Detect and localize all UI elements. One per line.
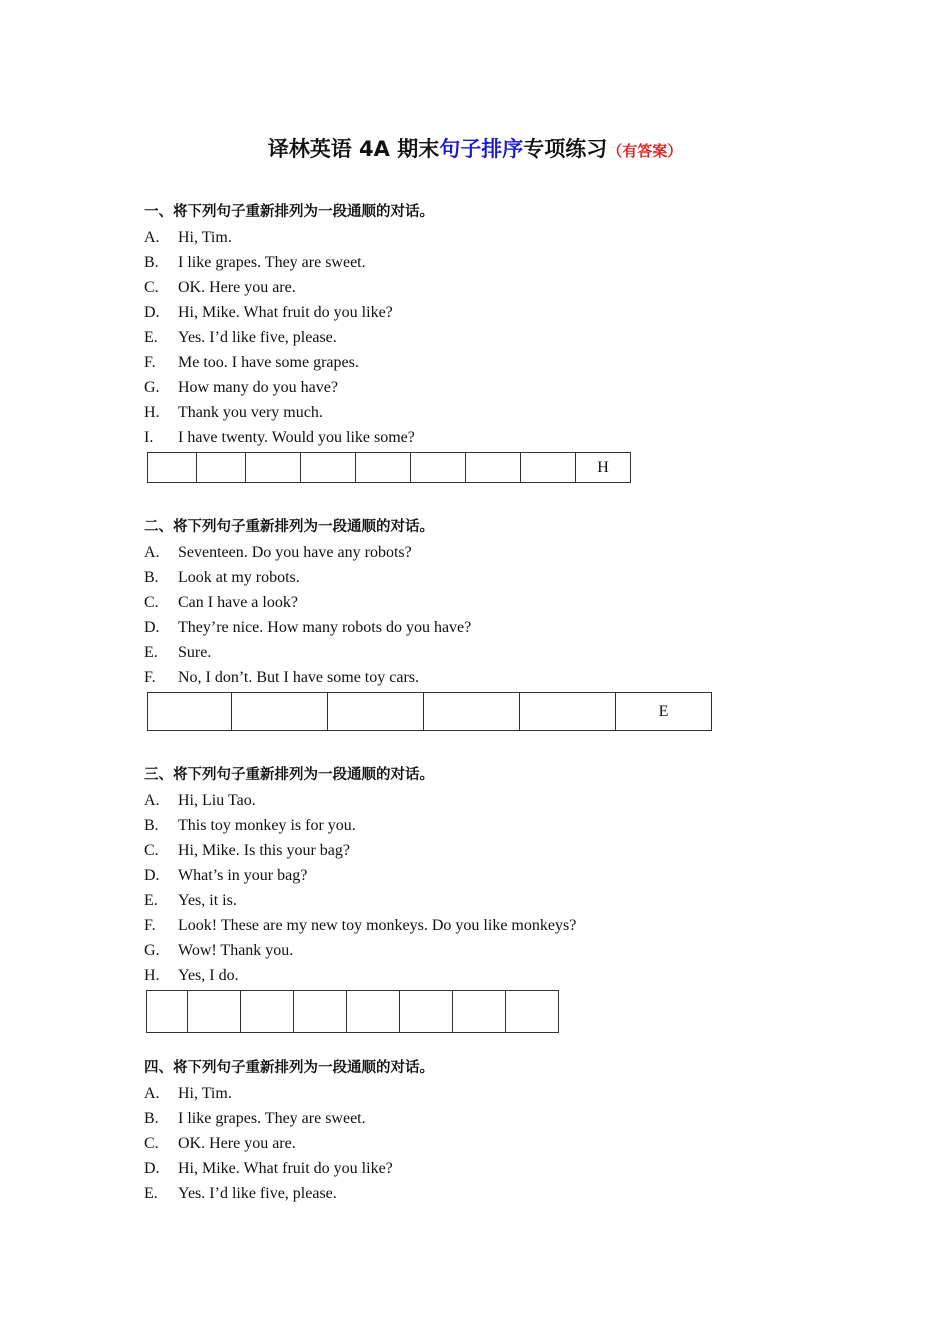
title-answer-note: （有答案）: [607, 142, 683, 160]
item-text: Hi, Mike. Is this your bag?: [178, 842, 350, 859]
section-1: [144, 200, 844, 483]
section-heading: 四、将下列句子重新排列为一段通顺的对话。: [144, 1060, 434, 1076]
list-item: [144, 888, 844, 913]
list-item: [144, 838, 844, 863]
item-letter: D.: [144, 304, 160, 321]
item-letter: C.: [144, 594, 159, 611]
answer-grid: [147, 452, 631, 483]
answer-cell[interactable]: [147, 991, 188, 1033]
item-text: OK. Here you are.: [178, 279, 296, 296]
item-letter: A.: [144, 1085, 160, 1102]
item-text: I like grapes. They are sweet.: [178, 1110, 366, 1127]
list-item: [144, 665, 844, 690]
item-text: Hi, Liu Tao.: [178, 792, 256, 809]
section-3: [144, 763, 844, 1033]
list-item: [144, 913, 844, 938]
answer-cell[interactable]: [424, 693, 520, 731]
item-text: I have twenty. Would you like some?: [178, 429, 415, 446]
item-letter: F.: [144, 917, 156, 934]
item-text: OK. Here you are.: [178, 1135, 296, 1152]
item-text: Thank you very much.: [178, 404, 323, 421]
title-suffix: 专项练习: [523, 137, 608, 161]
item-text: Yes, it is.: [178, 892, 237, 909]
answer-cell[interactable]: [301, 453, 356, 483]
item-text: Hi, Mike. What fruit do you like?: [178, 1160, 393, 1177]
answer-cell[interactable]: [188, 991, 241, 1033]
item-text: This toy monkey is for you.: [178, 817, 356, 834]
list-item: [144, 615, 844, 640]
item-letter: H.: [144, 404, 160, 421]
item-letter: I.: [144, 429, 154, 446]
answer-cell[interactable]: [453, 991, 506, 1033]
item-letter: E.: [144, 1185, 158, 1202]
item-letter: D.: [144, 619, 160, 636]
list-item: [144, 565, 844, 590]
item-letter: A.: [144, 792, 160, 809]
item-text: Yes. I’d like five, please.: [178, 1185, 337, 1202]
list-item: [144, 1106, 844, 1131]
page-title: [0, 133, 950, 163]
item-letter: E.: [144, 644, 158, 661]
list-item: [144, 640, 844, 665]
answer-cell[interactable]: [347, 991, 400, 1033]
list-item: [144, 1156, 844, 1181]
item-letter: A.: [144, 229, 160, 246]
answer-cell[interactable]: [520, 693, 616, 731]
section-2: [144, 515, 844, 731]
answer-cell[interactable]: [241, 991, 294, 1033]
section-4: [144, 1056, 844, 1206]
item-letter: E.: [144, 892, 158, 909]
item-letter: G.: [144, 379, 160, 396]
answer-cell[interactable]: [148, 693, 232, 731]
list-item: [144, 813, 844, 838]
answer-cell[interactable]: [521, 453, 576, 483]
item-letter: B.: [144, 569, 159, 586]
list-item: [144, 400, 844, 425]
answer-cell[interactable]: [246, 453, 301, 483]
title-highlight: 句子排序: [439, 137, 524, 161]
list-item: [144, 325, 844, 350]
item-text: What’s in your bag?: [178, 867, 308, 884]
list-item: [144, 275, 844, 300]
list-item: [144, 963, 844, 988]
answer-cell[interactable]: [400, 991, 453, 1033]
item-letter: C.: [144, 842, 159, 859]
list-item: [144, 540, 844, 565]
item-text: Seventeen. Do you have any robots?: [178, 544, 412, 561]
list-item: [144, 425, 844, 450]
list-item: [144, 590, 844, 615]
list-item: [144, 788, 844, 813]
item-text: Hi, Tim.: [178, 1085, 232, 1102]
answer-cell[interactable]: [506, 991, 559, 1033]
item-letter: B.: [144, 1110, 159, 1127]
list-item: [144, 225, 844, 250]
item-letter: G.: [144, 942, 160, 959]
item-letter: B.: [144, 817, 159, 834]
item-text: Look! These are my new toy monkeys. Do you like monkeys?: [178, 917, 577, 934]
answer-cell[interactable]: [294, 991, 347, 1033]
item-text: Look at my robots.: [178, 569, 300, 586]
list-item: [144, 375, 844, 400]
answer-cell[interactable]: [232, 693, 328, 731]
item-letter: F.: [144, 669, 156, 686]
item-text: Sure.: [178, 644, 212, 661]
list-item: [144, 1081, 844, 1106]
list-item: [144, 863, 844, 888]
answer-cell[interactable]: [356, 453, 411, 483]
item-text: How many do you have?: [178, 379, 338, 396]
item-letter: D.: [144, 1160, 160, 1177]
item-text: I like grapes. They are sweet.: [178, 254, 366, 271]
item-letter: E.: [144, 329, 158, 346]
list-item: [144, 938, 844, 963]
item-letter: D.: [144, 867, 160, 884]
item-text: Me too. I have some grapes.: [178, 354, 359, 371]
item-text: Can I have a look?: [178, 594, 298, 611]
item-text: Hi, Mike. What fruit do you like?: [178, 304, 393, 321]
item-letter: B.: [144, 254, 159, 271]
item-letter: H.: [144, 967, 160, 984]
item-letter: F.: [144, 354, 156, 371]
item-text: They’re nice. How many robots do you have?: [178, 619, 472, 636]
list-item: [144, 300, 844, 325]
item-letter: C.: [144, 279, 159, 296]
answer-cell[interactable]: H: [576, 453, 631, 483]
answer-grid: [147, 692, 712, 731]
item-text: No, I don’t. But I have some toy cars.: [178, 669, 419, 686]
section-heading: 二、将下列句子重新排列为一段通顺的对话。: [144, 519, 434, 535]
item-letter: C.: [144, 1135, 159, 1152]
section-heading: 三、将下列句子重新排列为一段通顺的对话。: [144, 767, 434, 783]
item-letter: A.: [144, 544, 160, 561]
answer-cell[interactable]: [411, 453, 466, 483]
list-item: [144, 350, 844, 375]
answer-cell[interactable]: [197, 453, 246, 483]
answer-cell[interactable]: E: [616, 693, 712, 731]
title-main: 译林英语 4A 期末: [267, 137, 440, 161]
answer-grid: [146, 990, 559, 1033]
answer-cell[interactable]: [148, 453, 197, 483]
list-item: [144, 250, 844, 275]
item-text: Yes, I do.: [178, 967, 239, 984]
list-item: [144, 1181, 844, 1206]
answer-cell[interactable]: [328, 693, 424, 731]
list-item: [144, 1131, 844, 1156]
item-text: Wow! Thank you.: [178, 942, 294, 959]
answer-cell[interactable]: [466, 453, 521, 483]
item-text: Yes. I’d like five, please.: [178, 329, 337, 346]
item-text: Hi, Tim.: [178, 229, 232, 246]
section-heading: 一、将下列句子重新排列为一段通顺的对话。: [144, 204, 434, 220]
